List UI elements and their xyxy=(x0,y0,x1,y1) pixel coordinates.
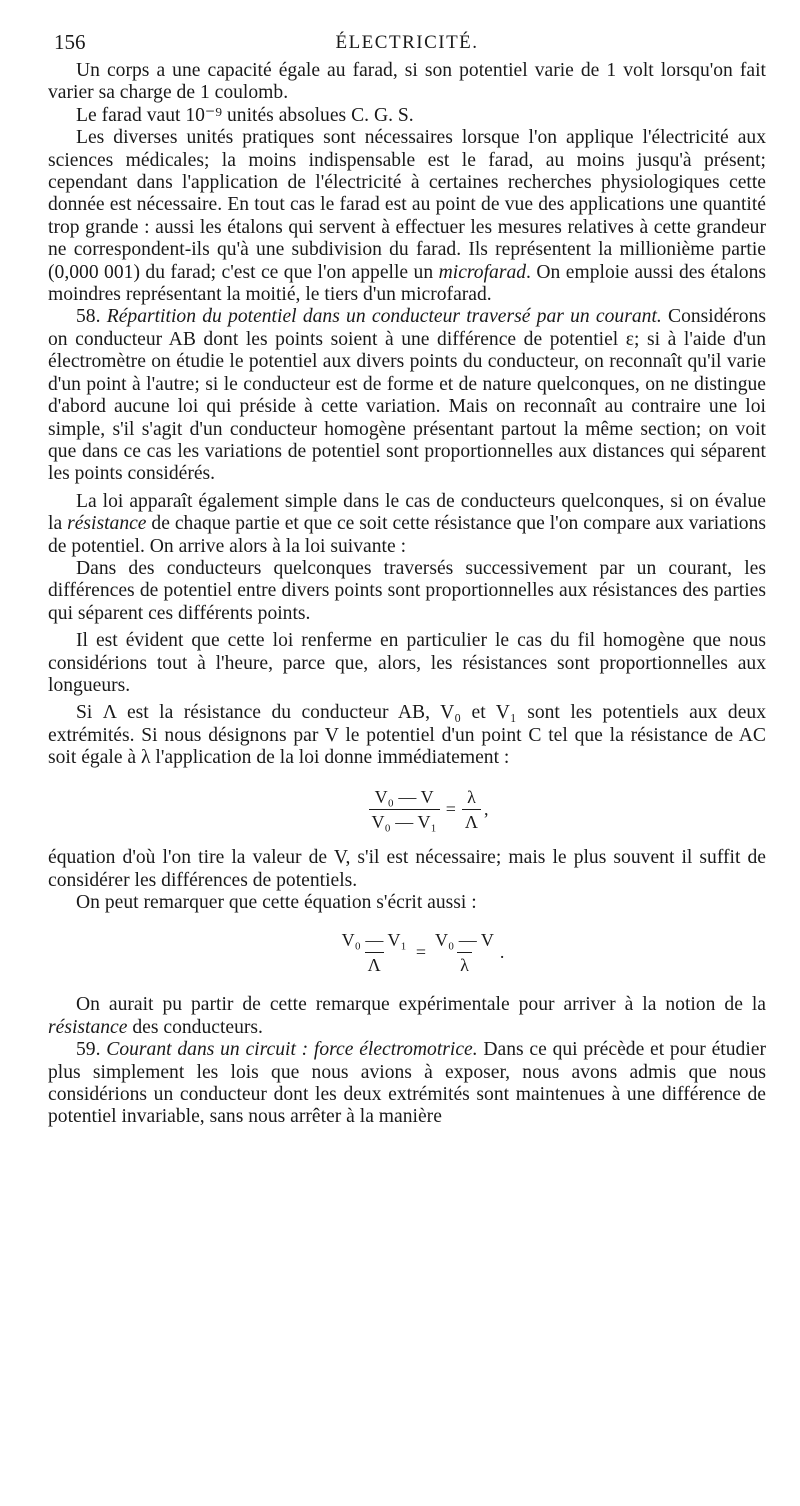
section-number: 59. xyxy=(76,1039,101,1061)
punctuation: , xyxy=(483,799,489,820)
denominator: Λ xyxy=(365,952,384,976)
numerator: λ xyxy=(467,786,476,807)
law-statement: Dans des conducteurs quelconques traversés successivement par un courant, les différences de potentiel entre divers points sont proportionnelles aux résistances des parties qui séparent ces différents points. xyxy=(48,557,766,624)
denominator: V₀ — V₁ xyxy=(369,809,440,833)
equals-sign: = xyxy=(445,799,456,820)
equation-1 xyxy=(48,786,766,834)
book-page xyxy=(48,30,766,1129)
paragraph: Si Λ est la résistance du conducteur AB, V₀ et V₁ sont les potentiels aux deux extrémités. Si nous désignons par V le potentiel d'un point C tel que la résistance de AC soit égale à λ l'application de la loi donne immédiatement : xyxy=(48,702,766,769)
numerator: V₀ — V xyxy=(434,929,494,950)
denominator: Λ xyxy=(462,809,481,833)
paragraph: Le farad vaut 10⁻⁹ unités absolues C. G. S. xyxy=(76,104,414,126)
paragraph: On peut remarquer que cette équation s'écrit aussi : xyxy=(76,892,477,914)
text-run: . On emploie aussi des étalons moindres représentant la moitié, le tiers d'un microfarad. xyxy=(48,261,766,306)
text-run: Les diverses unités pratiques sont nécessaires lorsque l'on applique l'électricité aux sciences médicales; la moins indispensable est le farad, au moins jusqu'à présent; cependant dans l'application de l'électricité à certaines recherches physiologiques cette donnée est nécessaire. En tout cas le farad est au point de vue des applications une quantité trop grande : aussi les étalons qui servent à effectuer les mesures relatives à cette grandeur ne correspondent-ils qu'à une subdivision du farad. Ils représentent la millionième partie (0,000 001) du farad; c'est ce que l'on appelle un xyxy=(48,127,766,283)
term-resistance: résistance xyxy=(67,513,147,535)
paragraph: Il est évident que cette loi renferme en particulier le cas du fil homogène que nous considérions tout à l'heure, parce que, alors, les résistances sont proportionnelles aux longueurs. xyxy=(48,630,766,696)
paragraph xyxy=(48,491,766,558)
text-run: de chaque partie et que ce soit cette résistance que l'on compare aux variations de potentiel. On arrive alors à la loi suivante : xyxy=(48,513,767,557)
fraction xyxy=(369,786,440,834)
text-run: Dans ce qui précède et pour étudier plus simplement les lois que nous avions à exposer, nous avons admis que nous considérions un conducteur dont les deux extrémités sont maintenues à une différence de potentiel invariable, sans nous arrêter à la manière xyxy=(48,1039,766,1128)
page-header xyxy=(48,30,766,60)
paragraph: Un corps a une capacité égale au farad, si son potentiel varie de 1 volt lorsqu'on fait varier sa charge de 1 coulomb. xyxy=(48,60,766,104)
equation-2 xyxy=(48,929,766,977)
text-run: On aurait pu partir de cette remarque expérimentale pour arriver à la notion de la xyxy=(76,994,766,1016)
fraction xyxy=(432,929,497,977)
punctuation: . xyxy=(499,942,505,963)
body-text xyxy=(48,60,766,1129)
section-number: 58. xyxy=(76,306,101,328)
section-title: Répartition du potentiel dans un conducteur traversé par un courant. xyxy=(106,306,662,328)
paragraph xyxy=(48,127,766,306)
section-title: Courant dans un circuit : force électromotrice. xyxy=(106,1039,478,1061)
paragraph: équation d'où l'on tire la valeur de V, s'il est nécessaire; mais le plus souvent il suffit de considérer les différences de potentiels. xyxy=(48,847,766,891)
fraction xyxy=(339,929,410,977)
page-number: 156 xyxy=(54,30,86,54)
text-run: des conducteurs. xyxy=(127,1016,263,1038)
section-59 xyxy=(48,1039,766,1129)
numerator: V₀ — V₁ xyxy=(341,929,407,950)
running-title: ÉLECTRICITÉ. xyxy=(335,32,479,53)
section-58 xyxy=(48,306,766,485)
term-resistance: résistance xyxy=(48,1016,128,1038)
text-run: Considérons on conducteur AB dont les points soient à une différence de potentiel ε; si à l'aide d'un électromètre on étudie le potentiel aux divers points du conducteur, on reconnaît qu'il varie d'un point à l'autre; si le conducteur est de forme et de nature quelconques, on ne distingue d'abord aucune loi qui préside à cette variation. Mais on reconnaît au contraire une loi simple, s'il s'agit d'un conducteur homogène présentant partout la même section; on voit que dans ce cas les variations de potentiel sont proportionnelles aux distances qui séparent les points considérés. xyxy=(48,306,766,485)
term-microfarad: microfarad xyxy=(438,261,527,283)
denominator: λ xyxy=(457,952,472,976)
equals-sign: = xyxy=(415,942,426,963)
fraction xyxy=(462,786,481,834)
text-run: La loi apparaît également simple dans le cas de conducteurs quelconques, si on évalue la xyxy=(48,490,766,535)
numerator: V₀ — V xyxy=(374,786,434,807)
paragraph xyxy=(48,994,766,1039)
